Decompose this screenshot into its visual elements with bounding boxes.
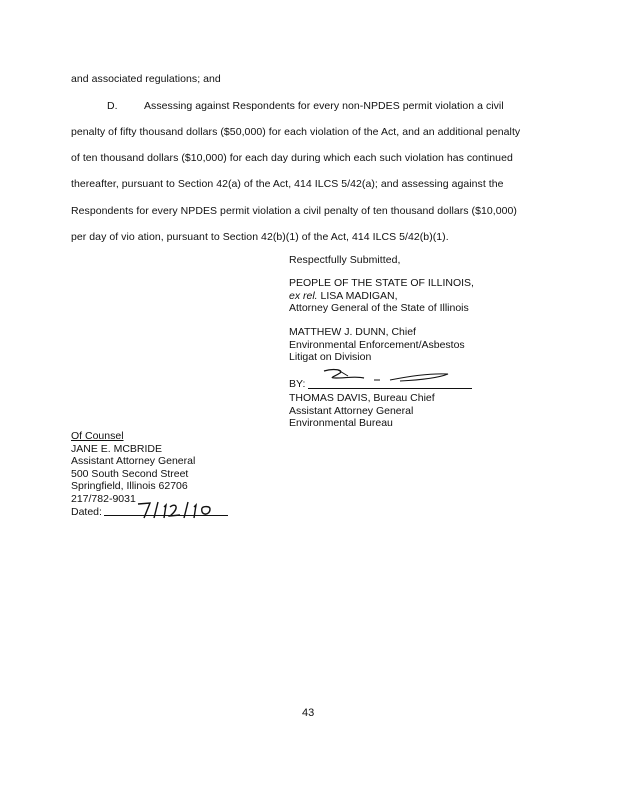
dated-label: Dated:	[71, 505, 102, 518]
item-d-label: D.	[107, 100, 118, 112]
body-line-1: and associated regulations; and	[71, 73, 221, 85]
body-line-4: of ten thousand dollars ($10,000) for each day during which each such violation has continued	[71, 152, 513, 164]
party-line-2	[289, 290, 474, 303]
chief-block	[289, 326, 465, 364]
body-line-5: thereafter, pursuant to Section 42(a) of the Act, 414 ILCS 5/42(a); and assessing against the	[71, 178, 504, 190]
counsel-heading: Of Counsel	[71, 430, 124, 442]
signature-line	[308, 388, 472, 389]
dated-handwritten	[136, 498, 216, 522]
body-line-7: per day of vio ation, pursuant to Section 42(b)(1) of the Act, 414 ILCS 5/42(b)(1).	[71, 231, 449, 243]
page-number: 43	[302, 707, 315, 719]
party-line-1: PEOPLE OF THE STATE OF ILLINOIS,	[289, 277, 474, 289]
counsel-street: 500 South Second Street	[71, 467, 189, 480]
signer-bureau: Environmental Bureau	[289, 417, 393, 430]
closing: Respectfully Submitted,	[289, 254, 401, 266]
signer-name: THOMAS DAVIS, Bureau Chief	[289, 392, 435, 404]
party-name: LISA MADIGAN,	[320, 289, 398, 302]
party-title: Attorney General of the State of Illinois	[289, 302, 469, 315]
party-block	[289, 277, 474, 315]
chief-division-1: Environmental Enforcement/Asbestos	[289, 338, 465, 351]
chief-name: MATTHEW J. DUNN, Chief	[289, 326, 416, 338]
chief-division-2: Litigat on Division	[289, 351, 372, 364]
counsel-name: JANE E. MCBRIDE	[71, 442, 163, 455]
body-line-6: Respondents for every NPDES permit violation a civil penalty of ten thousand dollars ($10,000)	[71, 205, 517, 217]
signer-block	[289, 392, 435, 430]
ex-rel: ex rel.	[289, 289, 318, 302]
counsel-title: Assistant Attorney General	[71, 455, 196, 468]
counsel-city: Springfield, Illinois 62706	[71, 480, 188, 493]
signature-image	[320, 364, 470, 388]
item-d-first-line: Assessing against Respondents for every non-NPDES permit violation a civil	[144, 100, 504, 112]
body-line-3: penalty of fifty thousand dollars ($50,000) for each violation of the Act, and an additional penalty	[71, 126, 521, 138]
counsel-phone: 217/782-9031	[71, 492, 136, 505]
by-label: BY:	[289, 378, 306, 390]
signer-title: Assistant Attorney General	[289, 404, 414, 417]
